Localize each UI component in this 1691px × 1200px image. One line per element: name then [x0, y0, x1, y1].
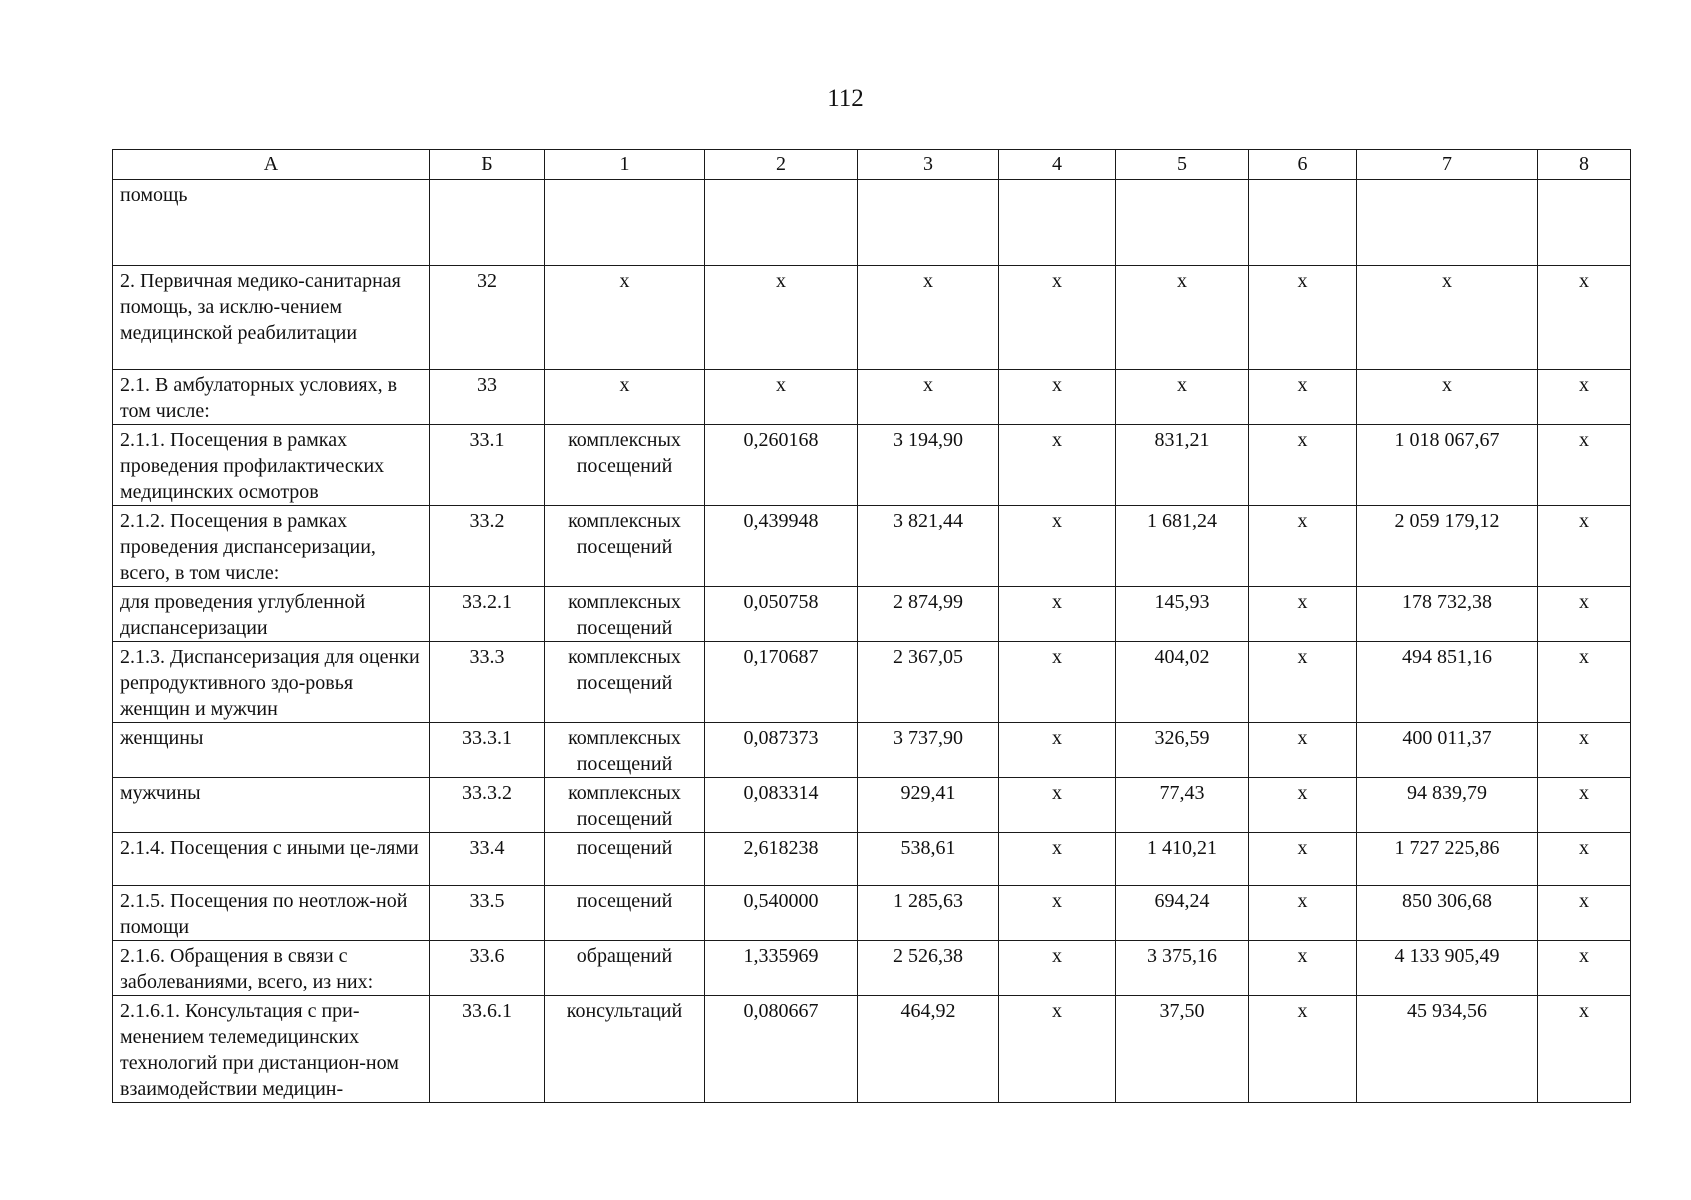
table-row [113, 723, 1631, 778]
col-6-value: х [1249, 506, 1357, 587]
col-7-value: 2 059 179,12 [1357, 506, 1538, 587]
col-7-value: 1 018 067,67 [1357, 425, 1538, 506]
row-code: 33.5 [430, 886, 545, 941]
row-code: 33.2.1 [430, 587, 545, 642]
col-6-value: х [1249, 941, 1357, 996]
col-5-value: 145,93 [1116, 587, 1249, 642]
column-header-4: 4 [999, 150, 1116, 180]
col-4-value: х [999, 266, 1116, 370]
col-5-value: 77,43 [1116, 778, 1249, 833]
col-2-value: 0,087373 [705, 723, 858, 778]
col-3-value: 3 737,90 [858, 723, 999, 778]
row-unit: комплексных посещений [545, 506, 705, 587]
col-3-value: 929,41 [858, 778, 999, 833]
col-6-value: х [1249, 587, 1357, 642]
table-row [113, 886, 1631, 941]
col-2-value: 0,540000 [705, 886, 858, 941]
col-2-value: 0,080667 [705, 996, 858, 1103]
col-8-value: х [1538, 642, 1631, 723]
col-4-value: х [999, 941, 1116, 996]
row-unit: посещений [545, 833, 705, 886]
col-3-value: 2 874,99 [858, 587, 999, 642]
col-7-value: 400 011,37 [1357, 723, 1538, 778]
col-3-value: 464,92 [858, 996, 999, 1103]
col-3-value: 3 194,90 [858, 425, 999, 506]
col-7-value: 4 133 905,49 [1357, 941, 1538, 996]
table-row [113, 642, 1631, 723]
col-3-value: х [858, 266, 999, 370]
col-3-value: 2 367,05 [858, 642, 999, 723]
col-4-value: х [999, 506, 1116, 587]
row-code: 33.2 [430, 506, 545, 587]
row-name: 2.1.6.1. Консультация с при-менением телемедицинских технологий при дистанцион-ном взаимодействии медицин- [113, 996, 430, 1103]
col-8-value: х [1538, 266, 1631, 370]
col-2-value: х [705, 266, 858, 370]
page-number: 112 [827, 85, 864, 112]
col-5-value: 3 375,16 [1116, 941, 1249, 996]
col-6-value: х [1249, 642, 1357, 723]
column-header-5: 5 [1116, 150, 1249, 180]
row-code [430, 180, 545, 266]
data-table [112, 149, 1631, 1103]
table-row [113, 370, 1631, 425]
row-name: 2.1.3. Диспансеризация для оценки репродуктивного здо-ровья женщин и мужчин [113, 642, 430, 723]
col-4-value: х [999, 886, 1116, 941]
row-code: 33.3.1 [430, 723, 545, 778]
col-2-value: х [705, 370, 858, 425]
col-3-value [858, 180, 999, 266]
col-5-value: 694,24 [1116, 886, 1249, 941]
col-2-value: 0,050758 [705, 587, 858, 642]
table-header [113, 150, 1631, 180]
col-5-value: 404,02 [1116, 642, 1249, 723]
col-7-value: 178 732,38 [1357, 587, 1538, 642]
row-code: 32 [430, 266, 545, 370]
col-5-value: х [1116, 370, 1249, 425]
table-row [113, 833, 1631, 886]
col-2-value: 0,083314 [705, 778, 858, 833]
table-row [113, 778, 1631, 833]
col-4-value: х [999, 996, 1116, 1103]
col-7-value [1357, 180, 1538, 266]
col-6-value [1249, 180, 1357, 266]
col-5-value: 326,59 [1116, 723, 1249, 778]
col-6-value: х [1249, 723, 1357, 778]
table-row [113, 180, 1631, 266]
row-unit [545, 180, 705, 266]
row-code: 33.3 [430, 642, 545, 723]
col-8-value: х [1538, 506, 1631, 587]
column-header-6: 6 [1249, 150, 1357, 180]
column-header-1: 1 [545, 150, 705, 180]
col-8-value: х [1538, 425, 1631, 506]
column-header-b: Б [430, 150, 545, 180]
col-4-value: х [999, 587, 1116, 642]
col-3-value: 1 285,63 [858, 886, 999, 941]
column-header-3: 3 [858, 150, 999, 180]
table-body [113, 180, 1631, 1103]
col-2-value: 0,439948 [705, 506, 858, 587]
col-2-value: 2,618238 [705, 833, 858, 886]
col-4-value: х [999, 370, 1116, 425]
col-8-value: х [1538, 778, 1631, 833]
col-7-value: 94 839,79 [1357, 778, 1538, 833]
row-name: 2.1.5. Посещения по неотлож-ной помощи [113, 886, 430, 941]
column-header-2: 2 [705, 150, 858, 180]
col-7-value: 1 727 225,86 [1357, 833, 1538, 886]
table-row [113, 506, 1631, 587]
col-5-value: 37,50 [1116, 996, 1249, 1103]
col-4-value [999, 180, 1116, 266]
col-8-value: х [1538, 886, 1631, 941]
row-name: 2.1.1. Посещения в рамках проведения профилактических медицинских осмотров [113, 425, 430, 506]
table-row [113, 587, 1631, 642]
col-8-value: х [1538, 833, 1631, 886]
col-5-value: 1 410,21 [1116, 833, 1249, 886]
col-3-value: х [858, 370, 999, 425]
table-row [113, 941, 1631, 996]
col-6-value: х [1249, 425, 1357, 506]
col-4-value: х [999, 642, 1116, 723]
col-8-value [1538, 180, 1631, 266]
col-8-value: х [1538, 941, 1631, 996]
row-code: 33.6 [430, 941, 545, 996]
col-7-value: 494 851,16 [1357, 642, 1538, 723]
row-name: 2.1.2. Посещения в рамках проведения диспансеризации, всего, в том числе: [113, 506, 430, 587]
column-header-7: 7 [1357, 150, 1538, 180]
table-row [113, 425, 1631, 506]
col-2-value: 1,335969 [705, 941, 858, 996]
col-8-value: х [1538, 996, 1631, 1103]
col-5-value: х [1116, 266, 1249, 370]
col-5-value [1116, 180, 1249, 266]
col-3-value: 3 821,44 [858, 506, 999, 587]
table-row [113, 996, 1631, 1103]
row-name: 2.1.6. Обращения в связи с заболеваниями, всего, из них: [113, 941, 430, 996]
col-6-value: х [1249, 370, 1357, 425]
col-5-value: 1 681,24 [1116, 506, 1249, 587]
col-6-value: х [1249, 833, 1357, 886]
row-name: помощь [113, 180, 430, 266]
col-6-value: х [1249, 886, 1357, 941]
row-unit: комплексных посещений [545, 642, 705, 723]
header-row [113, 150, 1631, 180]
col-3-value: 2 526,38 [858, 941, 999, 996]
row-code: 33.4 [430, 833, 545, 886]
col-4-value: х [999, 425, 1116, 506]
column-header-a: А [113, 150, 430, 180]
row-unit: х [545, 370, 705, 425]
column-header-8: 8 [1538, 150, 1631, 180]
row-unit: консультаций [545, 996, 705, 1103]
col-7-value: х [1357, 370, 1538, 425]
col-3-value: 538,61 [858, 833, 999, 886]
row-unit: комплексных посещений [545, 425, 705, 506]
row-name: 2.1. В амбулаторных условиях, в том числе: [113, 370, 430, 425]
col-5-value: 831,21 [1116, 425, 1249, 506]
col-6-value: х [1249, 266, 1357, 370]
row-unit: комплексных посещений [545, 587, 705, 642]
col-8-value: х [1538, 587, 1631, 642]
row-name: 2.1.4. Посещения с иными це-лями [113, 833, 430, 886]
row-unit: х [545, 266, 705, 370]
row-code: 33.6.1 [430, 996, 545, 1103]
col-7-value: х [1357, 266, 1538, 370]
col-2-value: 0,260168 [705, 425, 858, 506]
col-7-value: 45 934,56 [1357, 996, 1538, 1103]
row-name: для проведения углубленной диспансеризации [113, 587, 430, 642]
col-6-value: х [1249, 778, 1357, 833]
col-6-value: х [1249, 996, 1357, 1103]
row-unit: обращений [545, 941, 705, 996]
row-name: 2. Первичная медико-санитарная помощь, за исклю-чением медицинской реабилитации [113, 266, 430, 370]
row-name: мужчины [113, 778, 430, 833]
row-name: женщины [113, 723, 430, 778]
col-7-value: 850 306,68 [1357, 886, 1538, 941]
col-4-value: х [999, 723, 1116, 778]
col-8-value: х [1538, 370, 1631, 425]
row-unit: комплексных посещений [545, 778, 705, 833]
col-4-value: х [999, 778, 1116, 833]
col-2-value: 0,170687 [705, 642, 858, 723]
table-row [113, 266, 1631, 370]
row-code: 33.3.2 [430, 778, 545, 833]
col-2-value [705, 180, 858, 266]
row-code: 33.1 [430, 425, 545, 506]
col-4-value: х [999, 833, 1116, 886]
row-unit: комплексных посещений [545, 723, 705, 778]
row-unit: посещений [545, 886, 705, 941]
col-8-value: х [1538, 723, 1631, 778]
row-code: 33 [430, 370, 545, 425]
